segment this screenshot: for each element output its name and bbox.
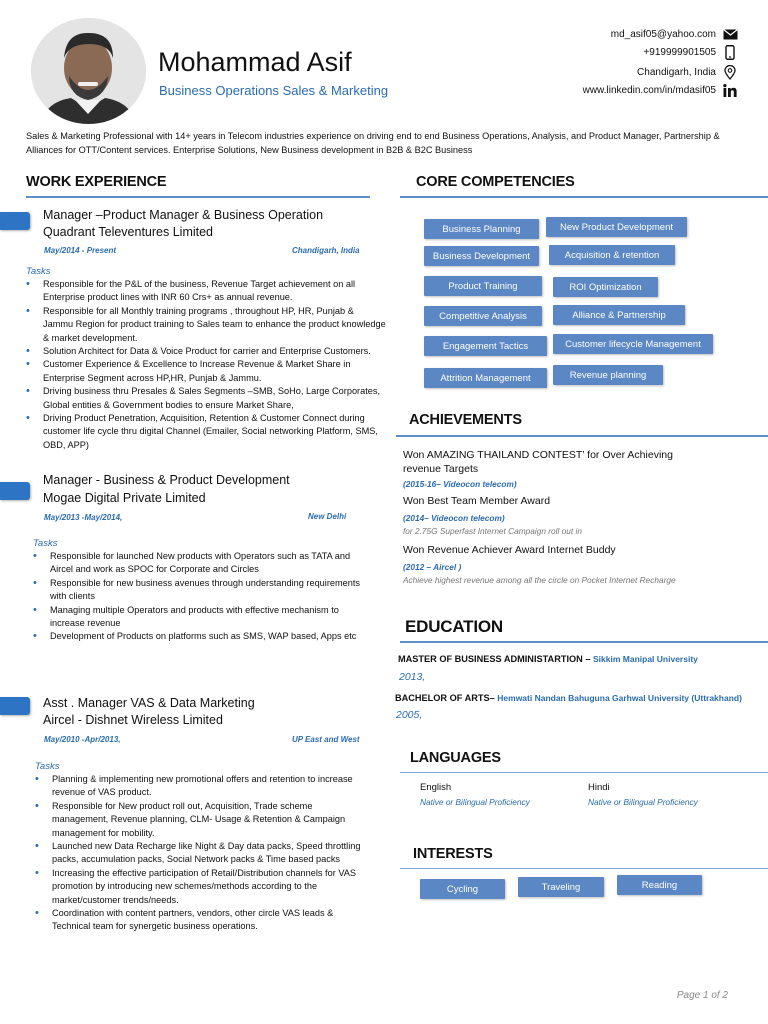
language-level: Native or Bilingual Proficiency — [420, 797, 530, 807]
education-year: 2005, — [396, 709, 423, 721]
interest-chip: Traveling — [518, 877, 604, 897]
achievement-title: Won Revenue Achiever Award Internet Buddy — [403, 544, 616, 556]
list-item: • Driving Product Penetration, Acquisition, Retention & Customer Connect during customer life cycle thru digital Channel (Emailer, Social networking Platform, SMS, OBD, APP) — [26, 412, 386, 452]
tasks-label: Tasks — [33, 538, 58, 549]
interests-divider — [400, 868, 768, 869]
job-marker — [0, 482, 30, 500]
list-item: • Launched new Data Recharge like Night & Day data packs, Speed throttling packs, accumulation packs, Social Network packs & Time based packs — [35, 840, 365, 867]
job-company: Quadrant Televentures Limited — [43, 225, 214, 239]
job-company: Aircel - Dishnet Wireless Limited — [43, 713, 223, 727]
education-year: 2013, — [399, 671, 426, 683]
job-location: Chandigarh, India — [292, 246, 360, 255]
language-level: Native or Bilingual Proficiency — [588, 797, 698, 807]
job-company: Mogae Digital Private Limited — [43, 491, 206, 505]
languages-divider — [400, 772, 768, 773]
list-item: • Responsible for New product roll out, Acquisition, Trade scheme management, Revenue planning, CLM- Usage & Retention & Campaign management for mobility. — [35, 800, 365, 840]
candidate-role: Business Operations Sales & Marketing — [159, 83, 389, 98]
list-item: • Coordination with content partners, vendors, other circle VAS leads & Technical team for synergetic business operations. — [35, 907, 365, 934]
location-text: Chandigarh, India — [637, 66, 716, 78]
list-item: • Responsible for the P&L of the business, Revenue Target achievement on all Enterprise product lines with INR 60 Crs+ as annual revenue. — [26, 278, 386, 305]
competency-chip: Business Development — [424, 246, 539, 266]
list-item: • Development of Products on platforms such as SMS, WAP based, Apps etc — [33, 630, 373, 643]
job-marker — [0, 697, 30, 715]
competency-chip: Business Planning — [424, 219, 539, 239]
degree-name: BACHELOR OF ARTS– — [395, 693, 498, 703]
work-experience-divider — [26, 196, 370, 198]
list-item: • Responsible for new business avenues through understanding requirements with clients — [33, 577, 373, 604]
achievement-title: Won Best Team Member Award — [403, 495, 551, 507]
job-dates: May/2010 -Apr/2013, — [44, 735, 121, 744]
competency-chip: Customer lifecycle Management — [553, 334, 713, 354]
list-item: • Responsible for all Monthly training programs , throughout HP, HR, Punjab & Jammu Region for product training to Sales team to enhance the product knowledge & market development. — [26, 305, 386, 345]
achievement-meta: (2015-16– Videocon telecom) — [403, 479, 517, 489]
education-entry — [395, 693, 742, 703]
achievement-note: Achieve highest revenue among all the circle on Pocket Internet Recharge — [403, 575, 676, 585]
linkedin-text[interactable]: www.linkedin.com/in/mdasif05 — [582, 84, 716, 96]
list-item: • Responsible for launched New products with Operators such as TATA and Aircel and work as SPOC for Corporate and Circles — [33, 550, 373, 577]
competency-chip: ROI Optimization — [553, 277, 658, 297]
tasks-label: Tasks — [35, 761, 60, 772]
list-item: • Increasing the effective participation of Retail/Distribution channels for VAS promotion by introducing new schemes/methods according to the market/customer trends/needs. — [35, 867, 365, 907]
job-task-list — [33, 550, 373, 644]
job-task-list — [35, 773, 365, 934]
competency-chip: Revenue planning — [553, 365, 663, 385]
interest-chip: Reading — [617, 875, 702, 895]
university-name: Sikkim Manipal University — [593, 654, 698, 664]
contact-phone[interactable] — [643, 44, 738, 60]
list-item: • Managing multiple Operators and products with effective mechanism to increase revenue — [33, 604, 373, 631]
work-experience-heading: WORK EXPERIENCE — [26, 174, 167, 190]
job-dates: May/2014 - Present — [44, 246, 117, 255]
achievements-heading: ACHIEVEMENTS — [409, 412, 522, 428]
achievement-meta: (2014– Videocon telecom) — [403, 513, 505, 523]
job-dates: May/2013 -May/2014, — [44, 513, 123, 522]
list-item: • Customer Experience & Excellence to Increase Revenue & Market Share in Enterprise Segment across HP,HR, Punjab & Jammu. — [26, 358, 386, 385]
job-location: UP East and West — [292, 735, 360, 744]
core-competencies-heading: CORE COMPETENCIES — [416, 174, 575, 190]
interests-heading: INTERESTS — [413, 846, 493, 862]
phone-text[interactable]: +919999901505 — [643, 46, 716, 58]
competency-chip: New Product Development — [546, 217, 687, 237]
education-entry — [398, 654, 698, 664]
competency-chip: Attrition Management — [424, 368, 547, 388]
achievement-note: for 2.75G Superfast Internet Campaign roll out in — [403, 526, 582, 536]
job-title: Manager - Business & Product Development — [43, 473, 290, 487]
competency-chip: Product Training — [424, 276, 542, 296]
list-item: • Planning & implementing new promotional offers and retention to increase revenue of VAS product. — [35, 773, 365, 800]
languages-heading: LANGUAGES — [410, 750, 501, 766]
professional-summary: Sales & Marketing Professional with 14+ years in Telecom industries experience on driving end to end Business Operations, Analysis, and Product Manager, Partnership & Alliances for OTT/Content services. Enterprise Solutions, New Business development in B2B & B2C Business — [26, 131, 720, 155]
email-text[interactable]: md_asif05@yahoo.com — [610, 28, 716, 40]
map-pin-icon — [722, 65, 738, 79]
tasks-label: Tasks — [26, 266, 51, 277]
job-task-list — [26, 278, 386, 452]
linkedin-icon[interactable] — [722, 83, 738, 97]
competency-chip: Engagement Tactics — [424, 336, 547, 356]
candidate-name: Mohammad Asif — [158, 47, 352, 77]
contact-location — [637, 64, 738, 80]
core-competencies-divider — [400, 196, 768, 198]
education-heading: EDUCATION — [405, 617, 503, 636]
achievement-meta: (2012 – Aircel ) — [403, 562, 462, 572]
competency-chip: Alliance & Partnership — [553, 305, 685, 325]
university-name: Hemwati Nandan Bahuguna Garhwal University (Uttrakhand) — [497, 693, 742, 703]
job-title: Asst . Manager VAS & Data Marketing — [43, 696, 255, 710]
competency-chip: Competitive Analysis — [424, 306, 542, 326]
language-name: Hindi — [588, 782, 610, 793]
profile-photo — [31, 18, 146, 124]
page-number: Page 1 of 2 — [676, 990, 728, 1001]
job-marker — [0, 212, 30, 230]
job-title: Manager –Product Manager & Business Operation — [43, 208, 324, 222]
degree-name: MASTER OF BUSINESS ADMINISTARTION – — [398, 654, 593, 664]
job-location: New Delhi — [308, 512, 347, 521]
achievement-title: Won AMAZING THAILAND CONTEST’ for Over Achieving revenue Targets — [403, 449, 673, 475]
list-item: • Driving business thru Presales & Sales Segments –SMB, SoHo, Large Corporates, Global entities & Government bodies to ensure Market Share, — [26, 385, 386, 412]
interest-chip: Cycling — [420, 879, 505, 899]
competency-chip: Acquisition & retention — [549, 245, 675, 265]
contact-email[interactable] — [611, 26, 738, 42]
mobile-phone-icon — [722, 45, 738, 59]
list-item: • Solution Architect for Data & Voice Product for carrier and Enterprise Customers. — [26, 345, 386, 358]
language-name: English — [420, 782, 452, 793]
education-divider — [400, 641, 768, 643]
envelope-icon — [722, 27, 738, 41]
achievements-divider — [396, 435, 768, 437]
contact-linkedin[interactable] — [583, 82, 738, 98]
